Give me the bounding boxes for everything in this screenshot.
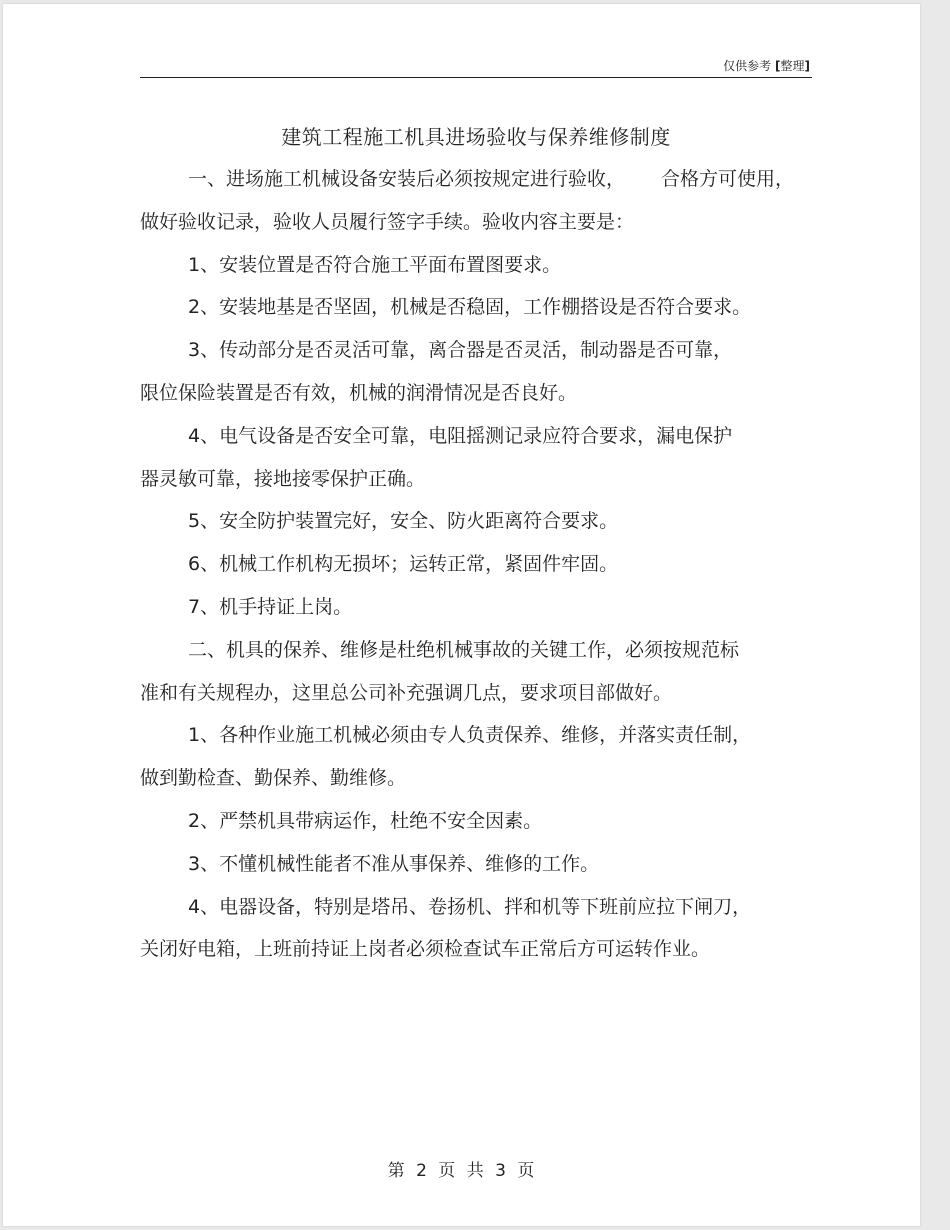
list-item-continuation: 器灵敏可靠，接地接零保护正确。 [140, 467, 426, 490]
list-item: 5、安全防护装置完好，安全、防火距离符合要求。 [188, 510, 619, 533]
paragraph-text: 合格方可使用， [661, 168, 795, 190]
document-page [3, 4, 920, 1226]
paragraph-line: 二、机具的保养、维修是杜绝机械事故的关键工作，必须按规范标 [188, 638, 740, 661]
list-item: 3、传动部分是否灵活可靠，离合器是否灵活，制动器是否可靠， [188, 339, 733, 362]
header-bracket-text: 整理 [780, 59, 805, 73]
header-note [723, 57, 810, 74]
paragraph-line: 准和有关规程办，这里总公司补充强调几点，要求项目部做好。 [140, 681, 673, 704]
list-item: 2、严禁机具带病运作，杜绝不安全因素。 [188, 809, 543, 832]
list-item: 3、不懂机械性能者不准从事保养、维修的工作。 [188, 852, 600, 875]
list-item-continuation: 限位保险装置是否有效，机械的润滑情况是否良好。 [140, 381, 578, 404]
header-rule [140, 77, 812, 78]
paragraph-line: 做好验收记录，验收人员履行签字手续。验收内容主要是： [140, 210, 635, 233]
paragraph-line [140, 158, 812, 201]
header-note-text: 仅供参考 [723, 59, 772, 73]
list-item: 4、电气设备是否安全可靠，电阻摇测记录应符合要求，漏电保护 [188, 424, 733, 447]
list-item: 6、机械工作机构无损坏；运转正常，紧固件牢固。 [188, 553, 619, 576]
list-item-continuation: 做到勤检查、勤保养、勤维修。 [140, 767, 407, 790]
document-title: 建筑工程施工机具进场验收与保养维修制度 [281, 125, 671, 149]
list-item: 1、安装位置是否符合施工平面布置图要求。 [188, 253, 562, 276]
header-bracket-open: [ [775, 59, 781, 73]
list-item: 4、电器设备，特别是塔吊、卷扬机、拌和机等下班前应拉下闸刀， [188, 895, 752, 918]
list-item: 2、安装地基是否坚固，机械是否稳固，工作棚搭设是否符合要求。 [188, 296, 752, 319]
header-bracket-close: ] [804, 59, 810, 73]
list-item: 1、各种作业施工机械必须由专人负责保养、维修，并落实责任制， [188, 724, 752, 747]
list-item: 7、机手持证上岗。 [188, 595, 353, 618]
paragraph-text: 一、进场施工机械设备安装后必须按规定进行验收， [188, 168, 626, 190]
page-number-footer: 第 2 页 共 3 页 [387, 1161, 536, 1181]
list-item-continuation: 关闭好电箱，上班前持证上岗者必须检查试车正常后方可运转作业。 [140, 938, 711, 961]
document-body [140, 158, 812, 971]
